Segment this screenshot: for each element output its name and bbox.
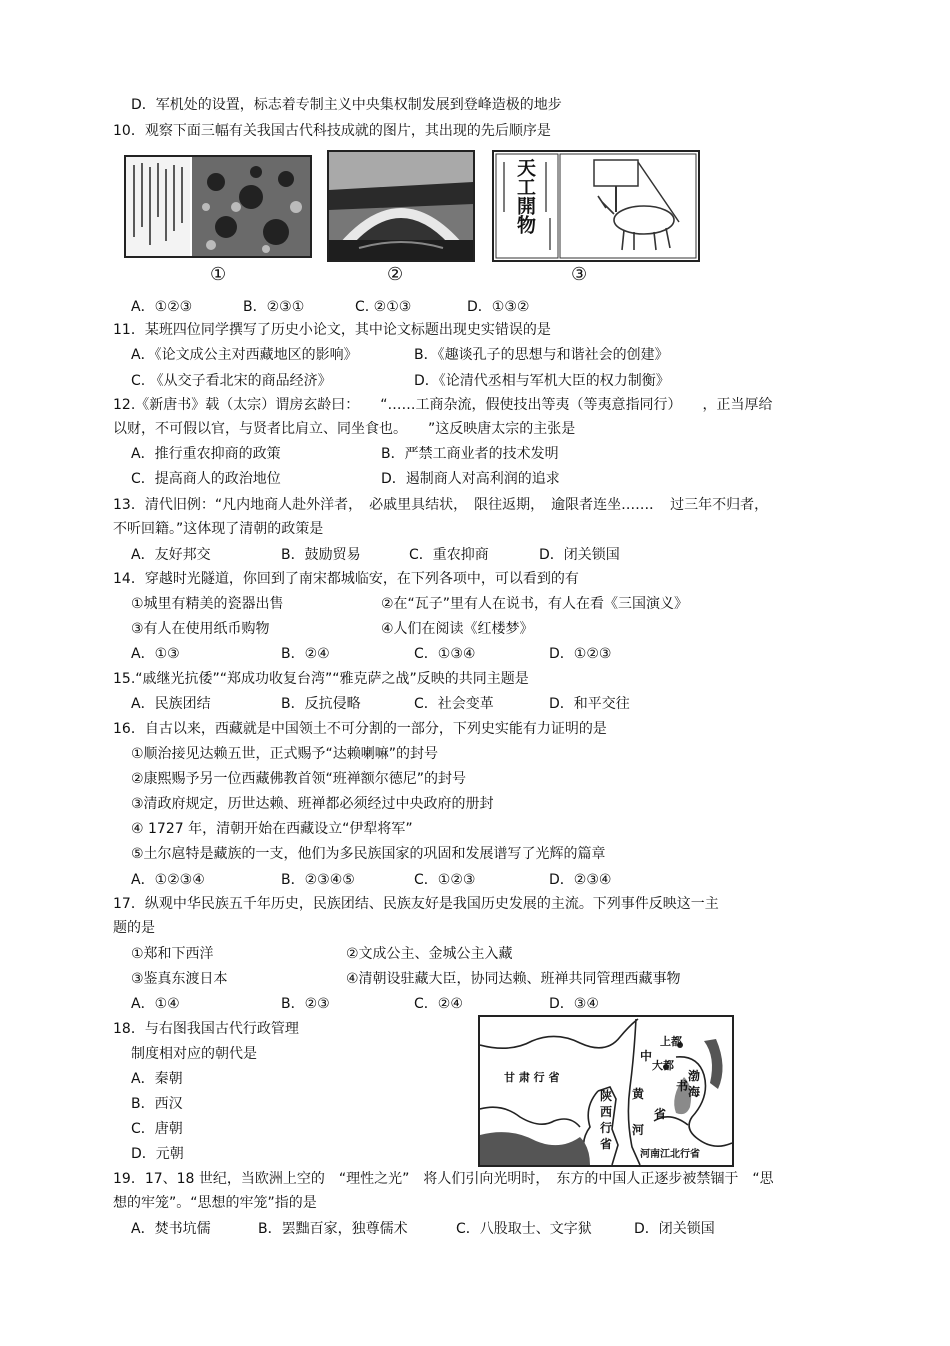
map-label-zhong: 中 (640, 1049, 653, 1063)
q16-item-4: ④ 1727 年，清朝开始在西藏设立“伊犁将军” (131, 821, 413, 837)
q11-option-d[interactable]: D．《论清代丞相与军机大臣的权力制衡》 (414, 373, 670, 389)
figure-1-ancient-text (124, 155, 312, 258)
q12-stem-line2: 以财，不可假以官，与贤者比肩立、同坐食也。 ”这反映唐太宗的主张是 (113, 421, 576, 437)
q19-option-a[interactable]: A．焚书坑儒 (131, 1221, 211, 1237)
map-label-sheng: 省 (654, 1107, 667, 1121)
q13-option-c[interactable]: C．重农抑商 (409, 547, 489, 563)
map-label-he: 河 (632, 1123, 645, 1137)
map-label-bohai-1: 渤 (688, 1069, 701, 1083)
q14-option-c[interactable]: C．①③④ (414, 646, 476, 662)
q15-option-a[interactable]: A．民族团结 (131, 696, 211, 712)
q16-option-c[interactable]: C．①②③ (414, 872, 476, 888)
q17-item-3: ③鉴真东渡日本 (131, 971, 228, 987)
q18-option-a[interactable]: A．秦朝 (131, 1071, 183, 1087)
q10-option-a[interactable]: A．①②③ (131, 299, 193, 315)
q14-option-b[interactable]: B．②④ (281, 646, 330, 662)
q17-option-a[interactable]: A．①④ (131, 996, 180, 1012)
q16-item-5: ⑤土尔扈特是藏族的一支，他们为多民族国家的巩固和发展谱写了光辉的篇章 (131, 846, 606, 862)
q14-item-3: ③有人在使用纸币购物 (131, 621, 270, 637)
q12-option-a[interactable]: A．推行重农抑商的政策 (131, 446, 281, 462)
q13-option-d[interactable]: D．闭关锁国 (539, 547, 620, 563)
q13-stem-line2: 不听回籍。”这体现了清朝的政策是 (113, 521, 324, 537)
q17-option-d[interactable]: D．③④ (549, 996, 599, 1012)
map-label-dadu: 大都 (652, 1059, 674, 1072)
q15-stem: 15.“戚继光抗倭”“郑成功收复台湾”“雅克萨之战”反映的共同主题是 (113, 671, 529, 687)
q17-item-2: ②文成公主、金城公主入藏 (346, 946, 513, 962)
q10-stem: 10．观察下面三幅有关我国古代科技成就的图片，其出现的先后顺序是 (113, 123, 551, 139)
q15-option-d[interactable]: D．和平交往 (549, 696, 630, 712)
map-label-shu: 书 (676, 1079, 689, 1093)
q9-option-d: D．军机处的设置，标志着专制主义中央集权制发展到登峰造极的地步 (131, 97, 562, 113)
map-label-henan: 河南江北行省 (640, 1145, 700, 1160)
q16-item-3: ③清政府规定，历世达赖、班禅都必须经过中央政府的册封 (131, 796, 494, 812)
q16-option-a[interactable]: A．①②③④ (131, 872, 205, 888)
map-label-shaanxi-2: 西 (600, 1105, 613, 1119)
q12-option-d[interactable]: D．遏制商人对高利润的追求 (381, 471, 560, 487)
q12-option-b[interactable]: B．严禁工商业者的技术发明 (381, 446, 559, 462)
q15-option-b[interactable]: B．反抗侵略 (281, 696, 361, 712)
map-label-bohai-2: 海 (688, 1085, 701, 1099)
yuan-dynasty-map (478, 1015, 734, 1167)
map-label-shangdu: 上都 (660, 1035, 682, 1048)
q17-option-b[interactable]: B．②③ (281, 996, 330, 1012)
q17-stem-line1: 17．纵观中华民族五千年历史，民族团结、民族友好是我国历史发展的主流。下列事件反映这一主 (113, 896, 719, 912)
q18-stem-line2: 制度相对应的朝代是 (131, 1046, 257, 1062)
q11-stem: 11．某班四位同学撰写了历史小论文，其中论文标题出现史实错误的是 (113, 322, 551, 338)
q14-item-4: ④人们在阅读《红楼梦》 (381, 621, 534, 637)
book-title: 天工開物 (514, 158, 536, 234)
q16-item-2: ②康熙赐予另一位西藏佛教首领“班禅额尔德尼”的封号 (131, 771, 467, 787)
map-label-shaanxi-4: 省 (600, 1137, 613, 1151)
figure-2-label: ② (387, 264, 404, 285)
q19-option-c[interactable]: C．八股取士、文字狱 (456, 1221, 592, 1237)
q13-stem-line1: 13．清代旧例：“凡内地商人赴外洋者， 必戚里具结状， 限往返期， 逾限者连坐……． 过三年不归者， (113, 497, 769, 513)
q19-option-b[interactable]: B．罢黜百家，独尊儒术 (258, 1221, 408, 1237)
q10-option-b[interactable]: B．②③① (243, 299, 305, 315)
q17-stem-line2: 题的是 (113, 920, 155, 936)
q16-stem: 16．自古以来，西藏就是中国领土不可分割的一部分，下列史实能有力证明的是 (113, 721, 607, 737)
q11-option-a[interactable]: A．《论文成公主对西藏地区的影响》 (131, 347, 358, 363)
map-label-shaanxi-1: 陕 (600, 1089, 613, 1103)
figure-3-tiangong-kaiwu (492, 150, 700, 262)
q18-option-b[interactable]: B．西汉 (131, 1096, 183, 1112)
q11-option-c[interactable]: C. 《从交子看北宋的商品经济》 (131, 373, 332, 389)
q14-option-d[interactable]: D．①②③ (549, 646, 612, 662)
q11-option-b[interactable]: B．《趣谈孔子的思想与和谐社会的创建》 (414, 347, 669, 363)
q13-option-b[interactable]: B．鼓励贸易 (281, 547, 361, 563)
q12-stem-line1: 12.《新唐书》载（太宗）谓房玄龄曰： “……工商杂流，假使技出等夷（等夷意指同行） ，正当厚给 (113, 397, 773, 413)
q14-item-1: ①城里有精美的瓷器出售 (131, 596, 284, 612)
q19-stem-line2: 想的牢笼”。“思想的牢笼”指的是 (113, 1195, 317, 1211)
q19-stem-line1: 19．17、18 世纪，当欧洲上空的 “理性之光” 将人们引向光明时， 东方的中国人正逐步被禁锢于 “思 (113, 1171, 774, 1187)
q12-option-c[interactable]: C．提高商人的政治地位 (131, 471, 281, 487)
figure-3-label: ③ (571, 264, 588, 285)
q16-item-1: ①顺治接见达赖五世，正式赐予“达赖喇嘛”的封号 (131, 746, 439, 762)
map-label-gansu: 甘 肃 行 省 (504, 1071, 560, 1084)
q10-option-c[interactable]: C. ②①③ (355, 299, 412, 315)
q16-option-b[interactable]: B．②③④⑤ (281, 872, 355, 888)
q17-item-4: ④清朝设驻藏大臣，协同达赖、班禅共同管理西藏事物 (346, 971, 681, 987)
q13-option-a[interactable]: A．友好邦交 (131, 547, 211, 563)
q15-option-c[interactable]: C．社会变革 (414, 696, 494, 712)
q18-option-d[interactable]: D．元朝 (131, 1146, 184, 1162)
q19-option-d[interactable]: D．闭关锁国 (634, 1221, 715, 1237)
figure-2-stone-bridge (327, 150, 475, 262)
map-label-huang: 黄 (632, 1087, 645, 1101)
q18-stem-line1: 18．与右图我国古代行政管理 (113, 1021, 299, 1037)
q17-item-1: ①郑和下西洋 (131, 946, 214, 962)
q14-option-a[interactable]: A．①③ (131, 646, 180, 662)
q17-option-c[interactable]: C．②④ (414, 996, 463, 1012)
q14-stem: 14．穿越时光隧道，你回到了南宋都城临安，在下列各项中，可以看到的有 (113, 571, 579, 587)
map-label-shaanxi-3: 行 (600, 1121, 613, 1135)
q10-option-d[interactable]: D．①③② (467, 299, 530, 315)
q14-item-2: ②在“瓦子”里有人在说书，有人在看《三国演义》 (381, 596, 689, 612)
q16-option-d[interactable]: D．②③④ (549, 872, 612, 888)
q18-option-c[interactable]: C．唐朝 (131, 1121, 183, 1137)
figure-1-label: ① (210, 264, 227, 285)
